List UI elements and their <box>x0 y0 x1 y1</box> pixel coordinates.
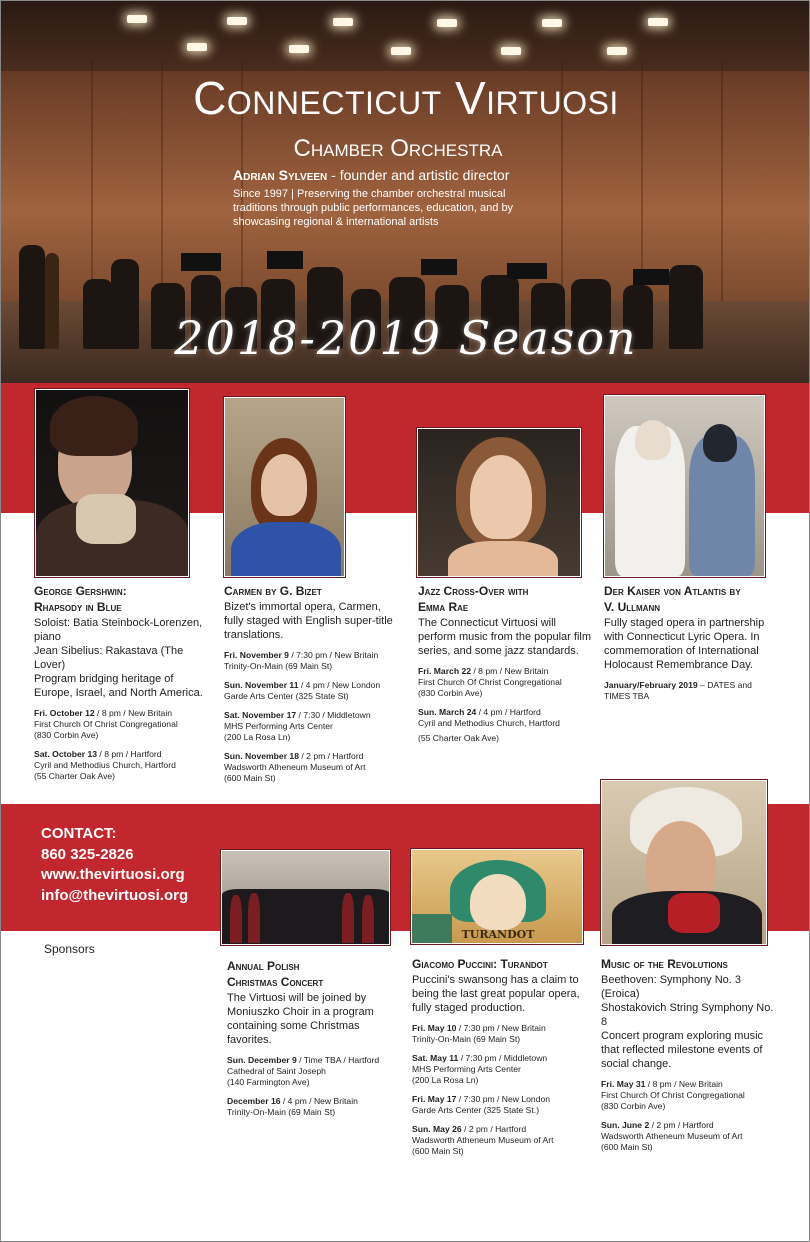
photo-batia-steinbock-lorenzen <box>35 389 189 577</box>
performance-entry <box>601 1120 776 1153</box>
concert-description: Puccini's swansong has a claim to being the last great popular opera, fully staged production. <box>412 974 580 1014</box>
performance-address: (200 La Rosa Ln) <box>224 732 291 742</box>
description-line: Program bridging heritage of Europe, Israel, and North America. <box>34 673 203 699</box>
performance-date: January/February 2019 <box>604 680 698 690</box>
performance-entry <box>412 1053 580 1086</box>
concert-title <box>224 583 402 599</box>
performance-entry <box>418 707 593 744</box>
description-line: Beethoven: Symphony No. 3 (Eroica) <box>601 974 742 1000</box>
performance-entry <box>34 749 212 782</box>
concert-title <box>412 956 580 972</box>
performance-entry <box>34 708 212 741</box>
performance-address: (55 Charter Oak Ave) <box>418 733 500 743</box>
performance-venue: Cyril and Methodius Church, Hartford <box>34 760 176 770</box>
season-title: 2018-2019 Season <box>174 311 638 365</box>
concert-jazz-crossover <box>418 583 593 744</box>
concert-title-line: Jazz Cross-Over with <box>418 584 529 598</box>
performance-date: Fri. November 9 <box>224 650 289 660</box>
photo-carmen-soprano <box>224 397 345 577</box>
performance-date: Fri. March 22 <box>418 666 472 676</box>
performance-time-city: / 4 pm / Hartford <box>476 707 541 717</box>
hero-orchestra-photo <box>1 1 810 383</box>
performance-entry <box>601 1079 776 1112</box>
director-name: Adrian Sylveen <box>233 167 328 183</box>
performance-address: (55 Charter Oak Ave) <box>34 771 116 781</box>
performance-venue: MHS Performing Arts Center <box>224 721 333 731</box>
concert-carmen <box>224 583 402 784</box>
ceiling-light <box>648 18 668 26</box>
concert-title-line: George Gershwin: <box>34 584 127 598</box>
ceiling-light <box>227 17 247 25</box>
performance-venue: Trinity-On-Main (69 Main St) <box>224 661 333 671</box>
ceiling-light <box>542 19 562 27</box>
performance-date: Sun. December 9 <box>227 1055 297 1065</box>
director-role: - founder and artistic director <box>327 167 510 183</box>
concert-description <box>34 616 212 700</box>
performance-date: Sun. March 24 <box>418 707 477 717</box>
ceiling-light <box>127 15 147 23</box>
performance-entry <box>227 1055 387 1088</box>
performance-entry <box>412 1124 580 1157</box>
concert-title <box>604 583 776 615</box>
concert-title <box>34 583 212 615</box>
hall-ceiling <box>1 1 810 71</box>
concert-gershwin <box>34 583 212 782</box>
concert-title-line: Christmas Concert <box>227 975 324 989</box>
performance-time-city: / 2 pm / Hartford <box>298 751 364 761</box>
performance-entry <box>418 666 593 699</box>
concert-title <box>227 958 387 990</box>
performance-time-city: / 8 pm / New Britain <box>471 666 549 676</box>
concert-description: The Connecticut Virtuosi will perform music from the popular film series, and some jazz standards. <box>418 617 591 657</box>
ceiling-light <box>607 47 627 55</box>
performance-address: (600 Main St) <box>601 1142 653 1152</box>
performance-date: December 16 <box>227 1096 281 1106</box>
concert-music-of-the-revolutions <box>601 956 776 1153</box>
concert-description: Fully staged opera in partnership with Connecticut Lyric Opera. In commemoration of International Holocaust Remembrance Day. <box>604 617 765 671</box>
performance-time-city: / 8 pm / New Britain <box>94 708 173 718</box>
performance-date: Sat. October 13 <box>34 749 98 759</box>
performance-venue: First Church Of Christ Congregational <box>34 719 178 729</box>
sponsors-label: Sponsors <box>44 942 95 956</box>
concert-title-line: Music of the Revolutions <box>601 957 728 971</box>
performance-venue: Trinity-On-Main (69 Main St) <box>412 1034 521 1044</box>
performance-date: Sun. May 26 <box>412 1124 462 1134</box>
performance-time-city: / 7:30 pm / Middletown <box>458 1053 548 1063</box>
description-line: Concert program exploring music that reflected milestone events of social change. <box>601 1030 764 1070</box>
performance-venue: Wadsworth Atheneum Museum of Art <box>224 762 366 772</box>
performance-venue: Cyril and Methodius Church, Hartford <box>418 718 560 728</box>
performance-time-city: / 2 pm / Hartford <box>649 1120 714 1130</box>
performance-time-city: / 2 pm / Hartford <box>461 1124 527 1134</box>
performance-date: Fri. May 31 <box>601 1079 646 1089</box>
performance-venue: Trinity-On-Main (69 Main St) <box>227 1107 336 1117</box>
director-credit <box>233 167 509 183</box>
description-line: Soloist: Batia Steinbock-Lorenzen, piano <box>34 617 203 643</box>
performance-entry <box>224 751 402 784</box>
performance-venue: Garde Arts Center (325 State St) <box>224 691 349 701</box>
performance-date: Fri. October 12 <box>34 708 95 718</box>
performance-entry <box>412 1023 580 1045</box>
performance-venue: First Church Of Christ Congregational <box>418 677 562 687</box>
concert-description: The Virtuosi will be joined by Moniuszko Choir in a program containing some Christmas favorites. <box>227 992 374 1046</box>
performance-entry <box>224 650 402 672</box>
performance-venue: Wadsworth Atheneum Museum of Art <box>601 1131 743 1141</box>
ceiling-light <box>187 43 207 51</box>
concert-title-line: Der Kaiser von Atlantis by <box>604 584 741 598</box>
contact-website-link[interactable]: www.thevirtuosi.org <box>41 866 185 883</box>
performance-date: Sat. November 17 <box>224 710 297 720</box>
performance-time-city: / 4 pm / New London <box>298 680 381 690</box>
concert-title-line: Giacomo Puccini: Turandot <box>412 957 548 971</box>
performance-entry <box>227 1096 387 1118</box>
performance-date: Sat. May 11 <box>412 1053 459 1063</box>
ceiling-light <box>501 47 521 55</box>
performance-venue: Wadsworth Atheneum Museum of Art <box>412 1135 554 1145</box>
ceiling-light <box>391 47 411 55</box>
performance-address: (140 Farmington Ave) <box>227 1077 310 1087</box>
performance-date: Fri. May 17 <box>412 1094 457 1104</box>
ceiling-light <box>437 19 457 27</box>
performance-time-city: / 8 pm / New Britain <box>645 1079 723 1089</box>
performance-time-city: / 8 pm / Hartford <box>97 749 162 759</box>
concert-title-line: Emma Rae <box>418 600 469 614</box>
orchestra-subtitle: Chamber Orchestra <box>293 135 503 162</box>
concert-title-line: Rhapsody in Blue <box>34 600 122 614</box>
contact-block <box>41 824 188 906</box>
performance-entry <box>224 680 402 702</box>
performance-date: Sun. June 2 <box>601 1120 650 1130</box>
performance-entry <box>412 1094 580 1116</box>
mission-statement: Since 1997 | Preserving the chamber orchestral musical traditions through public performances, education, and by showcasing regional & international artists <box>233 188 514 228</box>
photo-emma-rae <box>417 428 581 577</box>
performance-time-city: / 7:30 pm / New Britain <box>288 650 379 660</box>
performance-address: (600 Main St) <box>412 1146 464 1156</box>
description-line: Shostakovich String Symphony No. 8 <box>601 1002 774 1028</box>
performance-time-city: / 7:30 pm / New London <box>456 1094 551 1104</box>
photo-der-kaiser-von-atlantis <box>604 395 765 577</box>
concert-description: Bizet's immortal opera, Carmen, fully staged with English super-title translations. <box>224 601 393 641</box>
performance-entry <box>224 710 402 743</box>
concert-title <box>418 583 593 615</box>
performance-time-city: / 4 pm / New Britain <box>280 1096 358 1106</box>
performance-address: (600 Main St) <box>224 773 276 783</box>
performance-time-city: – DATES and TIMES TBA <box>604 680 752 701</box>
concert-title-line: Annual Polish <box>227 959 300 973</box>
performance-date: Fri. May 10 <box>412 1023 457 1033</box>
contact-label: CONTACT: <box>41 825 117 842</box>
concert-turandot <box>412 956 580 1157</box>
performance-time-city: / Time TBA / Hartford <box>296 1055 380 1065</box>
ceiling-light <box>333 18 353 26</box>
concert-der-kaiser-von-atlantis <box>604 583 776 702</box>
performance-venue: MHS Performing Arts Center <box>412 1064 521 1074</box>
performance-date: Sun. November 11 <box>224 680 299 690</box>
performance-venue: Garde Arts Center (325 State St.) <box>412 1105 540 1115</box>
photo-moniuszko-choir <box>221 850 390 945</box>
orchestra-title: Connecticut Virtuosi <box>193 72 619 124</box>
performance-date: Sun. November 18 <box>224 751 299 761</box>
performance-address: (830 Corbin Ave) <box>418 688 483 698</box>
concert-polish-christmas <box>227 958 387 1118</box>
concert-title <box>601 956 776 972</box>
turandot-poster <box>411 849 583 944</box>
performance-address: (830 Corbin Ave) <box>34 730 99 740</box>
performance-address: (200 La Rosa Ln) <box>412 1075 479 1085</box>
contact-email-link[interactable]: info@thevirtuosi.org <box>41 886 189 904</box>
performance-entry <box>604 680 776 702</box>
ceiling-light <box>289 45 309 53</box>
turandot-poster-text: TURANDOT <box>461 928 535 941</box>
performance-address: (830 Corbin Ave) <box>601 1101 666 1111</box>
performance-time-city: / 7:30 pm / New Britain <box>456 1023 546 1033</box>
description-line: Jean Sibelius: Rakastava (The Lover) <box>34 645 184 671</box>
performance-venue: Cathedral of Saint Joseph <box>227 1066 326 1076</box>
contact-phone[interactable]: 860 325-2826 <box>41 845 134 863</box>
portrait-beethoven <box>601 780 767 945</box>
performance-time-city: / 7:30 / Middletown <box>296 710 371 720</box>
concert-description <box>601 973 776 1071</box>
concert-title-line: V. Ullmann <box>604 600 661 614</box>
concert-title-line: Carmen by G. Bizet <box>224 584 322 598</box>
performance-venue: First Church Of Christ Congregational <box>601 1090 745 1100</box>
